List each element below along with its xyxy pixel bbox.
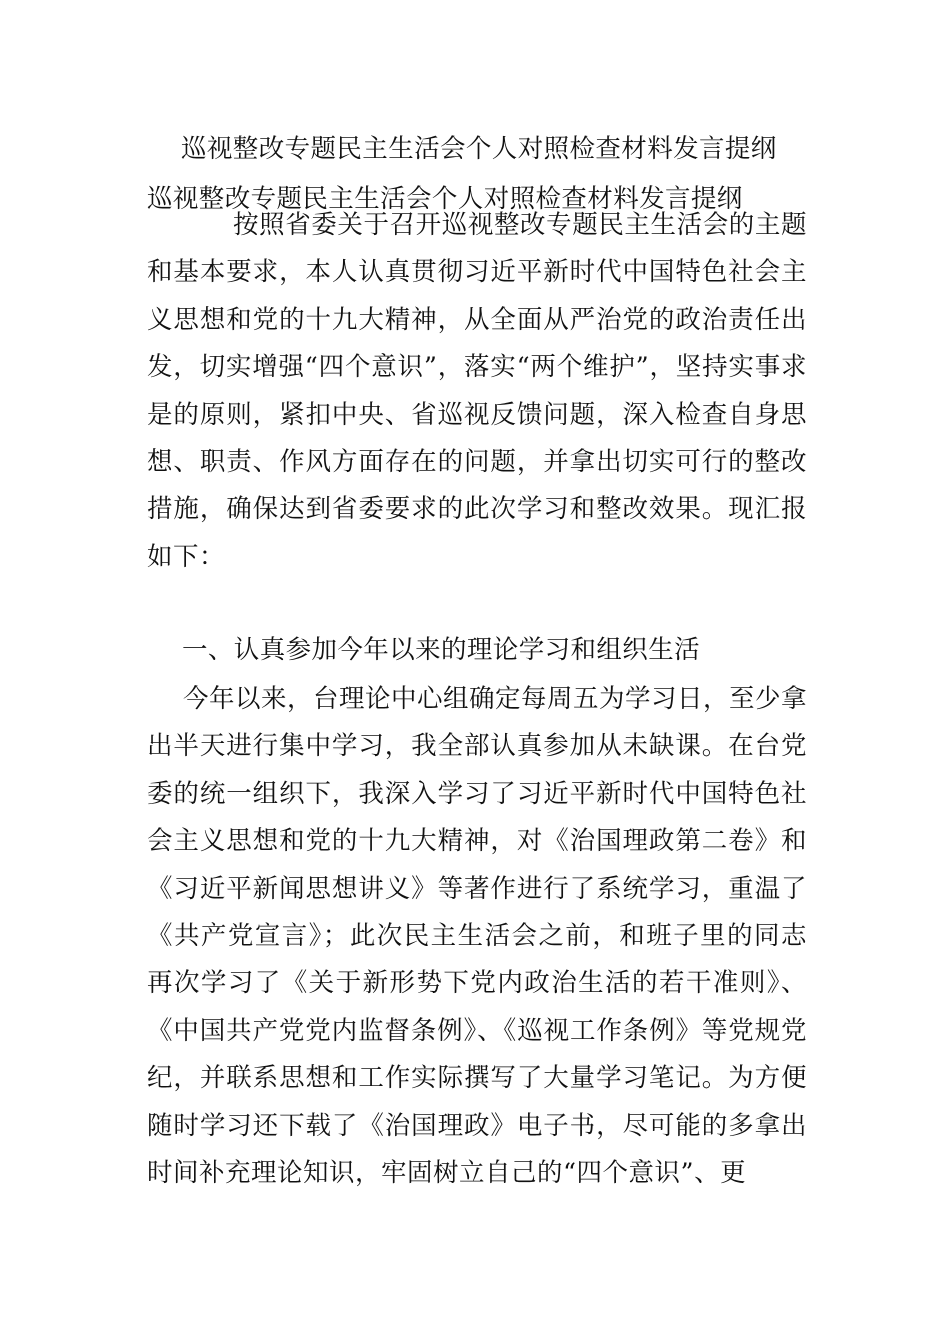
section-1-paragraph: 今年以来，台理论中心组确定每周五为学习日，至少拿出半天进行集中学习，我全部认真参加从未缺课。在台党委的统一组织下，我深入学习了习近平新时代中国特色社会主义思想和党的十九大精神，对《治国理政第二卷》和《习近平新闻思想讲义》等著作进行了系统学习，重温了《共产党宣言》；此次民主生活会之前，和班子里的同志再次学习了《关于新形势下党内政治生活的若干准则》、《中国共产党党内监督条例》、《巡视工作条例》等党规党纪，并联系思想和工作实际撰写了大量学习笔记。为方便随时学习还下载了《治国理政》电子书，尽可能的多拿出时间补充理论知识，牢固树立自己的“四个意识”、更 — [147, 684, 808, 1189]
intro-paragraph: 按照省委关于召开巡视整改专题民主生活会的主题和基本要求，本人认真贯彻习近平新时代中国特色社会主义思想和党的十九大精神，从全面从严治党的政治责任出发，切实增强“四个意识”，落实“两个维护”，坚持实事求是的原则，紧扣中央、省巡视反馈问题，深入检查自身思想、职责、作风方面存在的问题，并拿出切实可行的整改措施，确保达到省委要求的此次学习和整改效果。现汇报如下： — [147, 210, 807, 572]
document-title-line-1: 巡视整改专题民主生活会个人对照检查材料发言提纲 — [181, 134, 777, 164]
section-1-heading: 一、认真参加今年以来的理论学习和组织生活 — [182, 635, 701, 665]
document-title-line-2: 巡视整改专题民主生活会个人对照检查材料发言提纲 — [147, 184, 743, 214]
